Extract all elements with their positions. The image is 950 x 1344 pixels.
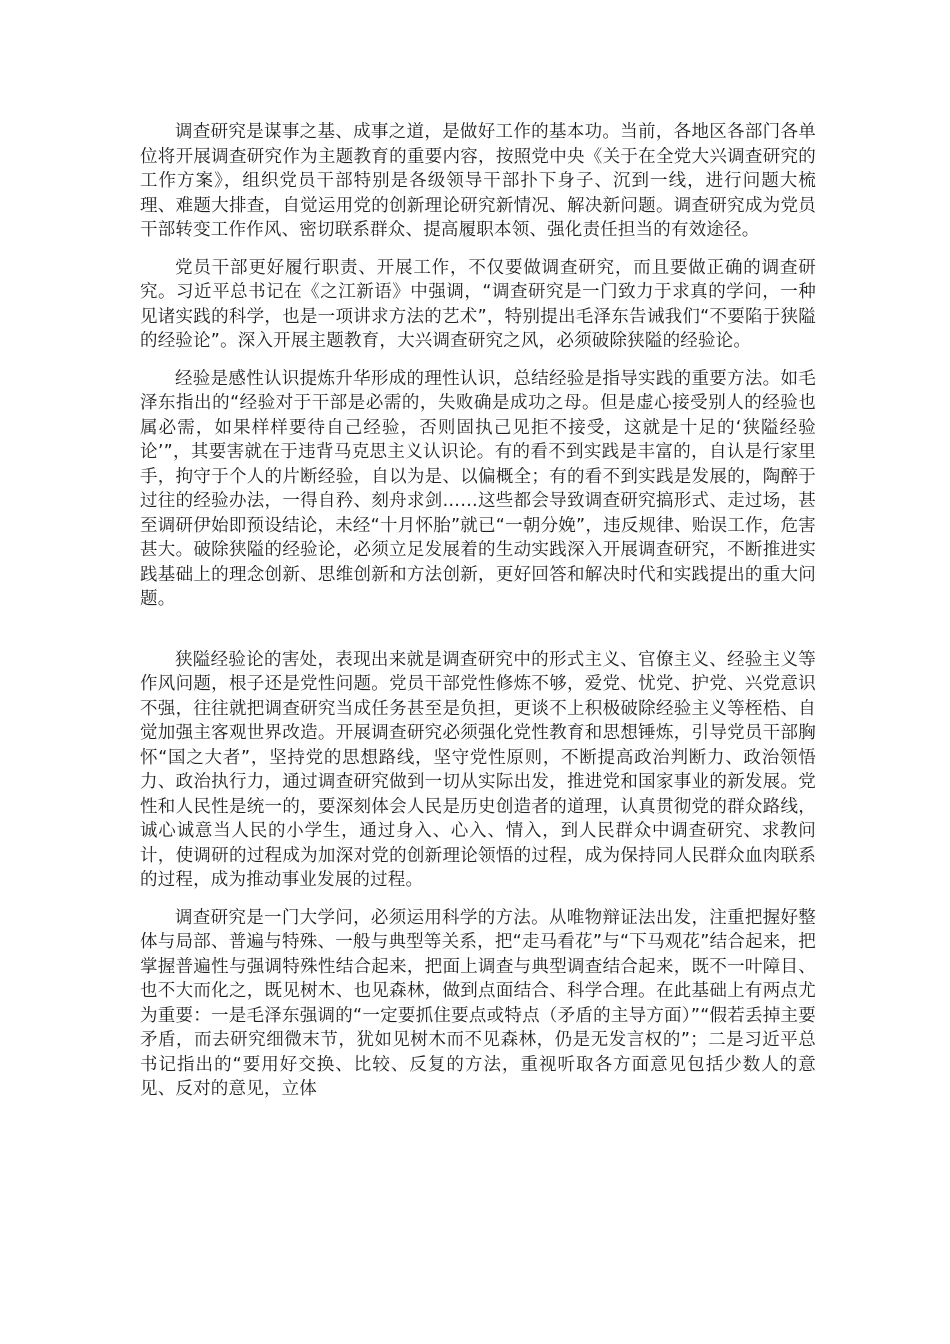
paragraph-3: 经验是感性认识提炼升华形成的理性认识，总结经验是指导实践的重要方法。如毛泽东指出的“经验对于干部是必需的，失败确是成功之母。但是虚心接受别人的经验也属必需，如果样样要待自己经验，否则固执己见拒不接受，这就是十足的‘狭隘经验论’”，其要害就在于违背马克思主义认识论。有的看不到实践是丰富的，自认是行家里手，拘守于个人的片断经验，自以为是、以偏概全；有的看不到实践是发展的，陶醉于过往的经验办法，一得自矜、刻舟求剑……这些都会导致调查研究搞形式、走过场，甚至调研伊始即预设结论，未经“十月怀胎”就已“一朝分娩”，违反规律、贻误工作，危害甚大。破除狭隘的经验论，必须立足发展着的生动实践深入开展调查研究，不断推进实践基础上的理念创新、思维创新和方法创新，更好回答和解决时代和实践提出的重大问题。 — [140, 368, 816, 609]
paragraph-2: 党员干部更好履行职责、开展工作，不仅要做调查研究，而且要做正确的调查研究。习近平总书记在《之江新语》中强调，“调查研究是一门致力于求真的学问，一种见诸实践的科学，也是一项讲求方法的艺术”，特别提出毛泽东告诫我们“不要陷于狭隘的经验论”。深入开展主题教育，大兴调查研究之风，必须破除狭隘的经验论。 — [140, 257, 816, 351]
article-body — [140, 120, 816, 1102]
paragraph-5: 调查研究是一门大学问，必须运用科学的方法。从唯物辩证法出发，注重把握好整体与局部、普遍与特殊、一般与典型等关系，把“走马看花”与“下马观花”结合起来，把掌握普遍性与强调特殊性结合起来，把面上调查与典型调查结合起来，既不一叶障目、也不大而化之，既见树木、也见森林，做到点面结合、科学合理。在此基础上有两点尤为重要：一是毛泽东强调的“一定要抓住要点或特点（矛盾的主导方面）”“假若丢掉主要矛盾，而去研究细微末节，犹如见树木而不见森林，仍是无发言权的”；二是习近平总书记指出的“要用好交换、比较、反复的方法，重视听取各方面意见包括少数人的意见、反对的意见，立体 — [140, 907, 816, 1099]
paragraph-1: 调查研究是谋事之基、成事之道，是做好工作的基本功。当前，各地区各部门各单位将开展调查研究作为主题教育的重要内容，按照党中央《关于在全党大兴调查研究的工作方案》，组织党员干部特别是各级领导干部扑下身子、沉到一线，进行问题大梳理、难题大排查，自觉运用党的创新理论研究新情况、解决新问题。调查研究成为党员干部转变工作作风、密切联系群众、提高履职本领、强化责任担当的有效途径。 — [140, 122, 816, 240]
paragraph-4: 狭隘经验论的害处，表现出来就是调查研究中的形式主义、官僚主义、经验主义等作风问题，根子还是党性问题。党员干部党性修炼不够，爱党、忧党、护党、兴党意识不强，往往就把调查研究当成任务甚至是负担，更谈不上积极破除经验主义等桎梏、自觉加强主客观世界改造。开展调查研究必须强化党性教育和思想锤炼，引导党员干部胸怀“国之大者”，坚持党的思想路线，坚守党性原则，不断提高政治判断力、政治领悟力、政治执行力，通过调查研究做到一切从实际出发，推进党和国家事业的新发展。党性和人民性是统一的，要深刻体会人民是历史创造者的道理，认真贯彻党的群众路线，诚心诚意当人民的小学生，通过身入、心入、情入，到人民群众中调查研究、求教问计，使调研的过程成为加深对党的创新理论领悟的过程，成为保持同人民群众血肉联系的过程，成为推动事业发展的过程。 — [140, 649, 816, 890]
